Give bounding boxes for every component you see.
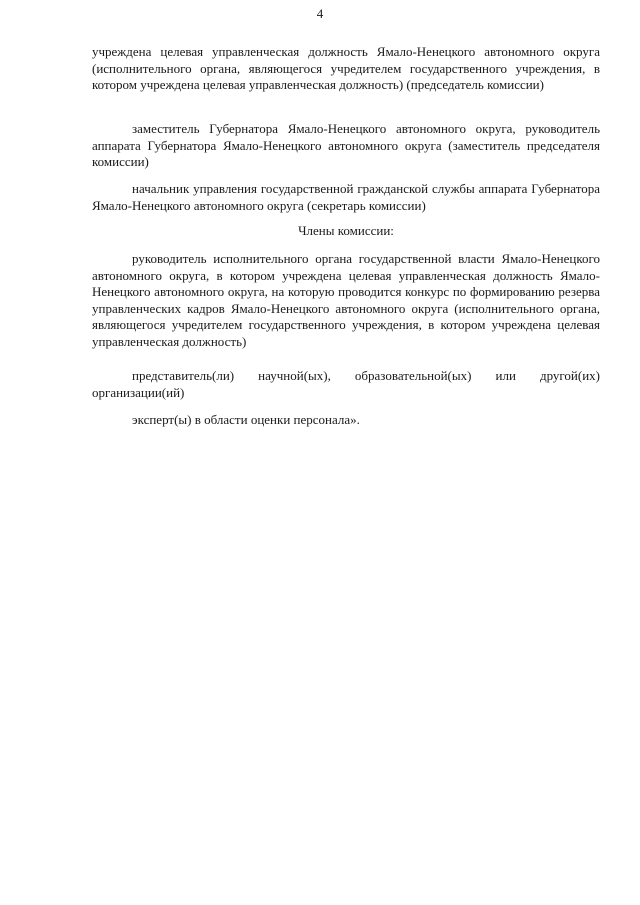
member-item-organization-representatives — [92, 368, 600, 401]
paragraph-deputy-chairman — [92, 121, 600, 171]
member-item-head-of-executive-body — [92, 251, 600, 350]
paragraph-text: начальник управления государственной гражданской службы аппарата Губернатора Ямало-Ненецкого автономного округа (секретарь комиссии) — [92, 181, 600, 213]
page-number: 4 — [316, 6, 324, 21]
member-item-hr-experts — [92, 412, 600, 429]
paragraph-chairman — [92, 44, 600, 94]
paragraph-secretary — [92, 181, 600, 214]
paragraph-text: заместитель Губернатора Ямало-Ненецкого автономного округа, руководитель аппарата Губернатора Ямало-Ненецкого автономного округа (заместитель председателя комиссии) — [92, 121, 600, 169]
member-text: представитель(ли) научной(ых), образовательной(ых) или другой(их) организации(ий) — [92, 368, 600, 400]
members-heading: Члены комиссии: — [298, 223, 394, 238]
paragraph-text: учреждена целевая управленческая должность Ямало-Ненецкого автономного округа (исполнительного органа, являющегося учредителем государственного учреждения, в котором учреждена целевая управленческая должность) (председатель комиссии) — [92, 44, 600, 92]
member-text: руководитель исполнительного органа государственной власти Ямало-Ненецкого автономного округа, в котором учреждена целевая управленческая должность Ямало-Ненецкого автономного округа, на которую проводится конкурс по формированию резерва управленческих кадров Ямало-Ненецкого автономного округа (исполнительного органа, являющегося учредителем государственного учреждения, в котором учреждена целевая управленческая должность) — [92, 251, 600, 349]
member-text: эксперт(ы) в области оценки персонала». — [132, 412, 360, 427]
members-heading-block — [92, 223, 600, 240]
